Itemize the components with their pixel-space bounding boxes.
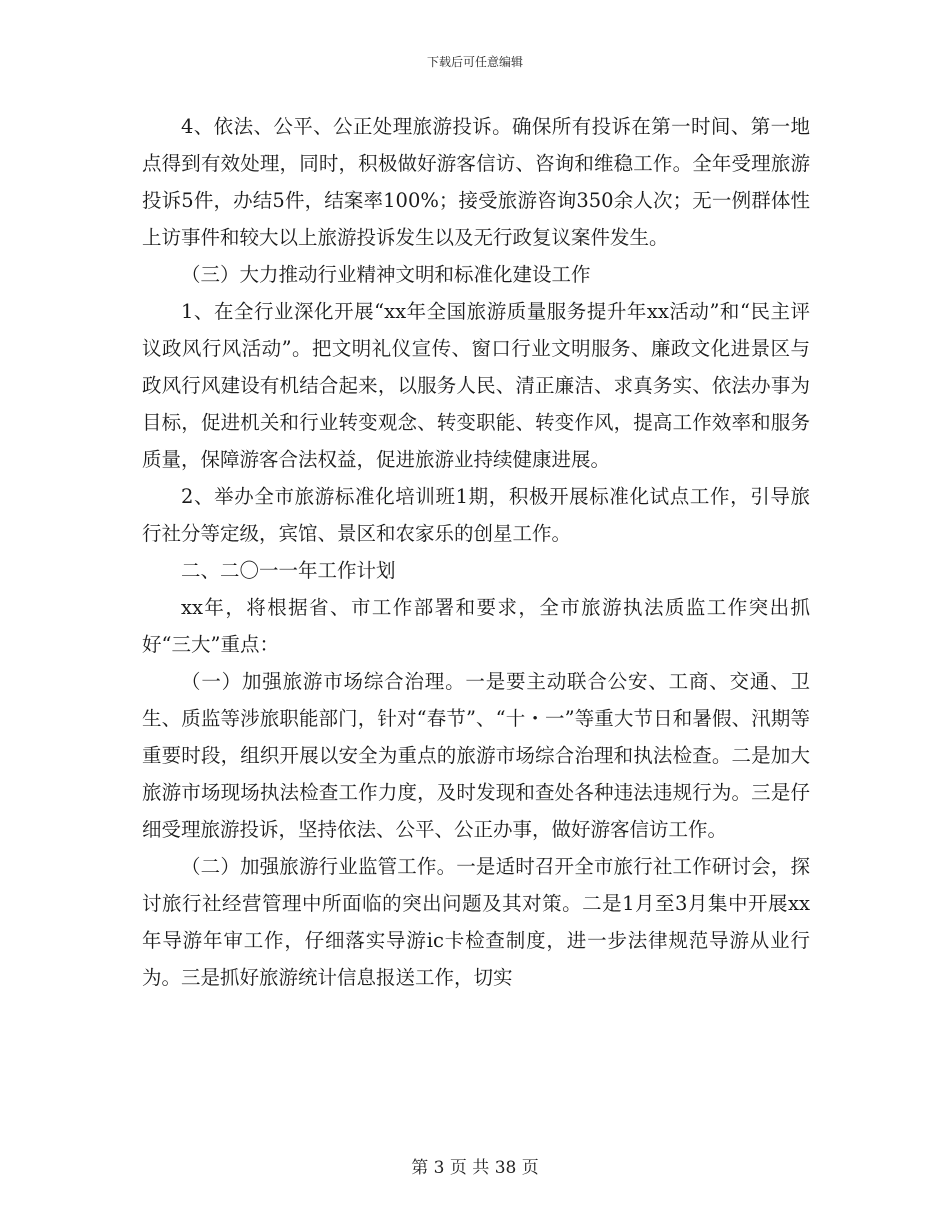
heading-section-3: （三）大力推动行业精神文明和标准化建设工作 [181,263,591,286]
page-footer: 第 3 页 共 38 页 [411,1158,539,1178]
heading-work-plan: 二、二〇一一年工作计划 [181,559,396,582]
paragraph-complaints: 4、依法、公平、公正处理旅游投诉。确保所有投诉在第一时间、第一地点得到有效处理，同时，积极做好游客信访、咨询和维稳工作。全年受理旅游投诉5件，办结5件，结案率100%；接受旅游咨询350余人次；无一例群体性上访事件和较大以上旅游投诉发生以及无行政复议案件发生。 [142,115,810,249]
document-body [142,108,810,996]
paragraph-quality-campaign: 1、在全行业深化开展“xx年全国旅游质量服务提升年xx活动”和“民主评议政风行风活动”。把文明礼仪宣传、窗口行业文明服务、廉政文化进景区与政风行风建设有机结合起来，以服务人民、清正廉洁、求真务实、依法办事为目标，促进机关和行业转变观念、转变职能、转变作风，提高工作效率和服务质量，保障游客合法权益，促进旅游业持续健康进展。 [142,300,810,471]
paragraph-industry-supervision: （二）加强旅游行业监管工作。一是适时召开全市旅行社工作研讨会，探讨旅行社经营管理中所面临的突出问题及其对策。二是1月至3月集中开展xx年导游年审工作，仔细落实导游ic卡检查制度，进一步法律规范导游从业行为。三是抓好旅游统计信息报送工作，切实 [142,855,810,989]
page-header: 下载后可任意编辑 [426,55,523,69]
paragraph-plan-intro: xx年，将根据省、市工作部署和要求，全市旅游执法质监工作突出抓好“三大”重点： [142,596,810,656]
paragraph-standardization: 2、举办全市旅游标准化培训班1期，积极开展标准化试点工作，引导旅行社分等定级，宾馆、景区和农家乐的创星工作。 [142,485,810,545]
paragraph-market-governance: （一）加强旅游市场综合治理。一是要主动联合公安、工商、交通、卫生、质监等涉旅职能部门，针对“春节”、“十・一”等重大节日和暑假、汛期等重要时段，组织开展以安全为重点的旅游市场综合治理和执法检查。二是加大旅游市场现场执法检查工作力度，及时发现和查处各种违法违规行为。三是仔细受理旅游投诉，坚持依法、公平、公正办事，做好游客信访工作。 [142,670,810,841]
